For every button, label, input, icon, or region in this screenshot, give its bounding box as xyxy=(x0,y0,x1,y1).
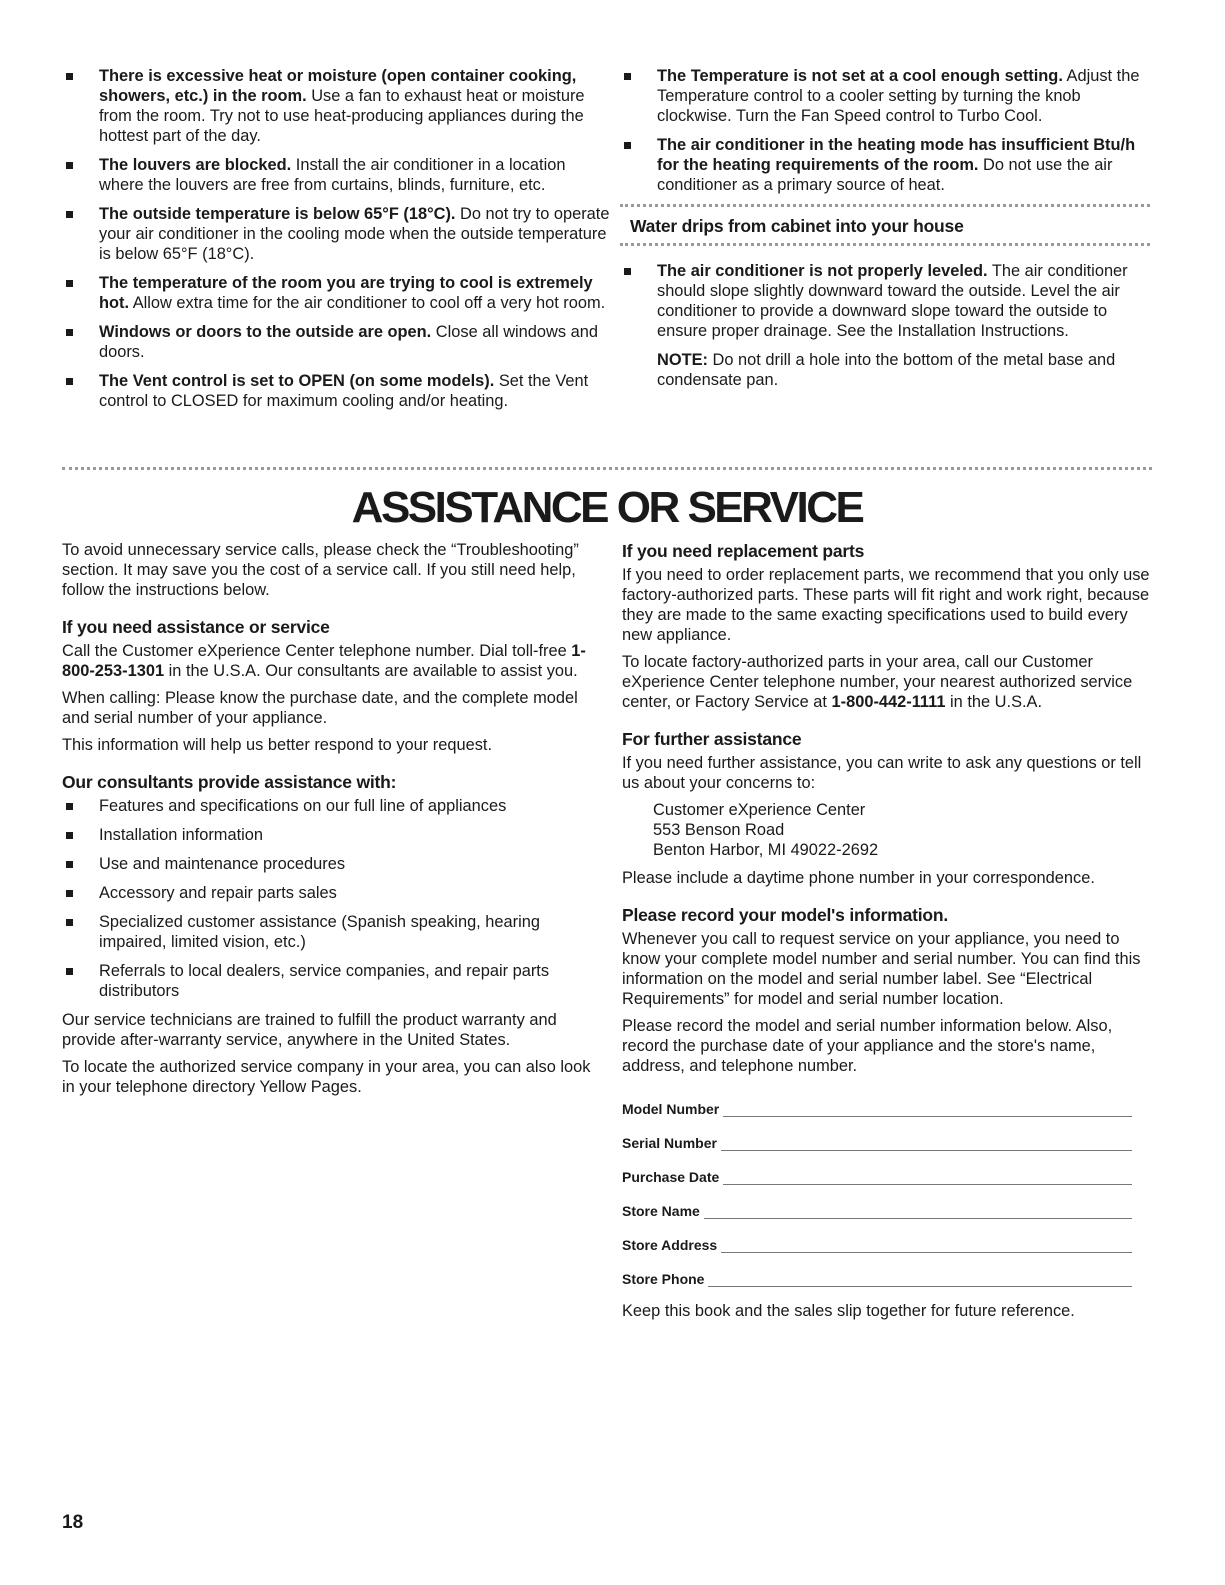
serial-number-field[interactable]: Serial Number xyxy=(622,1117,1132,1151)
bullet-item: The air conditioner in the heating mode has insufficient Btu/h for the heating requirements of the room. Do not use the air conditioner as a primary source of heat. xyxy=(620,135,1150,195)
correspondence-paragraph: Please include a daytime phone number in your correspondence. xyxy=(622,869,1095,887)
parts-heading: If you need replacement parts xyxy=(622,541,865,561)
troubleshooting-left-column xyxy=(62,66,610,420)
assistance-paragraph: Call the Customer eXperience Center telephone number. Dial toll-free 1-800-253-1301 in the U.S.A. Our consultants are available to assist you. xyxy=(62,642,586,680)
bullet-square-icon xyxy=(66,803,73,810)
store-name-field[interactable]: Store Name xyxy=(622,1185,1132,1219)
calling-paragraph: When calling: Please know the purchase date, and the complete model and serial number of your appliance. xyxy=(62,689,578,727)
list-item: Installation information xyxy=(62,825,597,845)
bullet-square-icon xyxy=(66,968,73,975)
list-item: Referrals to local dealers, service companies, and repair parts distributors xyxy=(62,961,597,1001)
dotted-divider xyxy=(620,243,1150,249)
store-phone-field[interactable]: Store Phone xyxy=(622,1253,1132,1287)
bullet-item: The temperature of the room you are trying to cool is extremely hot. Allow extra time for the air conditioner to cool off a very hot room. xyxy=(62,273,610,313)
bullet-item: The Vent control is set to OPEN (on some models). Set the Vent control to CLOSED for maximum cooling and/or heating. xyxy=(62,371,610,411)
keep-book-paragraph: Keep this book and the sales slip together for future reference. xyxy=(622,1302,1075,1320)
phone-number: 1-800-442-1111 xyxy=(831,693,946,711)
assistance-heading: If you need assistance or service xyxy=(62,617,330,637)
page-number: 18 xyxy=(62,1512,84,1533)
record-heading: Please record your model's information. xyxy=(622,905,949,925)
further-paragraph: If you need further assistance, you can write to ask any questions or tell us about your concerns to: xyxy=(622,754,1142,792)
record-paragraph: Whenever you call to request service on your appliance, you need to know your complete model number and serial number. You can find this information on the model and serial number label. See “Electrical Requirements” for model and serial number location. xyxy=(622,930,1141,1008)
bullet-square-icon xyxy=(66,919,73,926)
purchase-date-field[interactable]: Purchase Date xyxy=(622,1151,1132,1185)
bullet-square-icon xyxy=(66,890,73,897)
list-item: Specialized customer assistance (Spanish speaking, hearing impaired, limited vision, etc.) xyxy=(62,912,597,952)
troubleshooting-right-column xyxy=(620,66,1150,397)
assistance-right-column xyxy=(622,540,1152,1328)
info-paragraph: This information will help us better respond to your request. xyxy=(62,736,493,754)
note-paragraph: NOTE: Do not drill a hole into the bottom of the metal base and condensate pan. xyxy=(657,351,1116,389)
section-divider xyxy=(62,467,1152,470)
bullet-item: The louvers are blocked. Install the air conditioner in a location where the louvers are free from curtains, blinds, furniture, etc. xyxy=(62,155,610,195)
bullet-square-icon xyxy=(66,73,73,80)
list-item: Use and maintenance procedures xyxy=(62,854,597,874)
bullet-square-icon xyxy=(66,861,73,868)
bullet-square-icon xyxy=(624,268,631,275)
technicians-paragraph: Our service technicians are trained to fulfill the product warranty and provide after-warranty service, anywhere in the United States. xyxy=(62,1011,557,1049)
list-item: Accessory and repair parts sales xyxy=(62,883,597,903)
assistance-left-column xyxy=(62,540,597,1104)
page-title: ASSISTANCE OR SERVICE xyxy=(351,483,863,532)
record-instructions-paragraph: Please record the model and serial number information below. Also, record the purchase date of your appliance and the store's name, address, and telephone number. xyxy=(622,1017,1113,1075)
water-drips-heading: Water drips from cabinet into your house xyxy=(630,216,964,236)
bullet-item: The outside temperature is below 65°F (18°C). Do not try to operate your air conditioner in the cooling mode when the outside temperature is below 65°F (18°C). xyxy=(62,204,610,264)
bullet-square-icon xyxy=(66,211,73,218)
bullet-square-icon xyxy=(624,73,631,80)
model-number-field[interactable]: Model Number xyxy=(622,1083,1132,1117)
bullet-square-icon xyxy=(66,832,73,839)
bullet-square-icon xyxy=(66,329,73,336)
parts-paragraph: If you need to order replacement parts, we recommend that you only use factory-authorized parts. These parts will fit right and work right, because they are made to the same exacting specifications used to build every new appliance. xyxy=(622,566,1150,644)
bullet-square-icon xyxy=(66,280,73,287)
intro-paragraph: To avoid unnecessary service calls, please check the “Troubleshooting” section. It may save you the cost of a service call. If you still need help, follow the instructions below. xyxy=(62,541,579,599)
bullet-item: There is excessive heat or moisture (open container cooking, showers, etc.) in the room. Use a fan to exhaust heat or moisture from the room. Try not to use heat-producing appliances during the hottest part of the day. xyxy=(62,66,610,146)
bullet-item: The air conditioner is not properly leveled. The air conditioner should slope slightly downward toward the outside. Level the air conditioner to provide a downward slope toward the outside to ensure proper drainage. See the Installation Instructions. xyxy=(620,261,1150,341)
mailing-address: Customer eXperience Center 553 Benson Road Benton Harbor, MI 49022-2692 xyxy=(653,801,879,859)
phone-number: 1-800-253-1301 xyxy=(62,642,586,680)
bullet-item: Windows or doors to the outside are open. Close all windows and doors. xyxy=(62,322,610,362)
list-item: Features and specifications on our full line of appliances xyxy=(62,796,597,816)
bullet-square-icon xyxy=(66,162,73,169)
model-info-form xyxy=(622,1083,1152,1287)
store-address-field[interactable]: Store Address xyxy=(622,1219,1132,1253)
bullet-square-icon xyxy=(66,378,73,385)
bullet-square-icon xyxy=(624,142,631,149)
locate-paragraph: To locate the authorized service company in your area, you can also look in your telephone directory Yellow Pages. xyxy=(62,1058,591,1096)
consultants-heading: Our consultants provide assistance with: xyxy=(62,772,397,792)
bullet-item: The Temperature is not set at a cool enough setting. Adjust the Temperature control to a cooler setting by turning the knob clockwise. Turn the Fan Speed control to Turbo Cool. xyxy=(620,66,1150,126)
further-assistance-heading: For further assistance xyxy=(622,729,802,749)
parts-locate-paragraph: To locate factory-authorized parts in your area, call our Customer eXperience Center telephone number, your nearest authorized service center, or Factory Service at 1-800-442-1111 in the U.S.A. xyxy=(622,653,1133,711)
